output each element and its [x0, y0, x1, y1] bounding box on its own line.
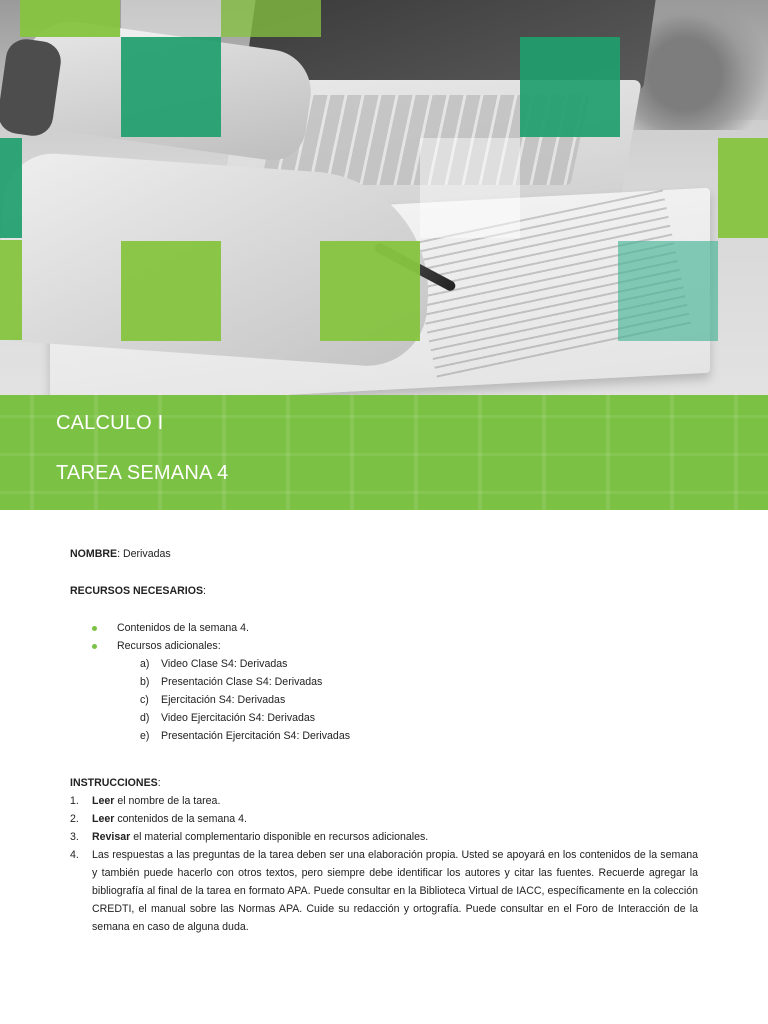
list-item [70, 691, 698, 709]
title-band [0, 395, 768, 510]
deco-square [20, 0, 120, 37]
sub-text: Video Clase S4: Derivadas [161, 658, 288, 670]
step-number: 4. [70, 849, 79, 861]
step-keyword: Leer [92, 795, 115, 807]
sub-text: Ejercitación S4: Derivadas [161, 694, 286, 706]
sub-letter: e) [140, 730, 150, 742]
instrucciones-heading [70, 774, 698, 792]
list-item [70, 637, 698, 655]
course-title: CALCULO I [56, 412, 164, 434]
deco-square [121, 37, 221, 137]
instrucciones-label: INSTRUCCIONES [70, 777, 158, 789]
step-text: contenidos de la semana 4. [114, 813, 247, 825]
list-item [70, 709, 698, 727]
hero-photo [0, 0, 768, 395]
step-keyword: Leer [92, 813, 115, 825]
sub-letter: a) [140, 658, 150, 670]
assignment-title: TAREA SEMANA 4 [56, 462, 229, 484]
green-dot-icon [92, 626, 97, 631]
nombre-label: NOMBRE [70, 548, 118, 560]
step-text: el nombre de la tarea. [114, 795, 221, 807]
sub-text: Video Ejercitación S4: Derivadas [161, 712, 316, 724]
deco-square [618, 241, 718, 341]
deco-square [121, 241, 221, 341]
list-item [70, 792, 698, 810]
green-dot-icon [92, 644, 97, 649]
list-item [70, 828, 698, 846]
deco-square [0, 240, 22, 340]
list-item [70, 673, 698, 691]
deco-square [420, 138, 520, 238]
recursos-colon: : [203, 585, 206, 597]
sub-letter: c) [140, 694, 149, 706]
recursos-label: RECURSOS NECESARIOS [70, 585, 204, 597]
step-text: Las respuestas a las preguntas de la tarea deben ser una elaboración propia. Usted se apoyará en los contenidos de la semana y también puede hacerlo con otros textos, pero siempre debe identificar los autores y citar las fuentes. Recuerde agregar la bibliografía al final de la tarea en formato APA. Puede consultar en la Biblioteca Virtual de IACC, específicamente en la colección CREDTI, el manual sobre las Normas APA. Cuide su redacción y ortografía. Puede consultar en el Foro de Interacción de la semana en caso de alguna duda. [92, 849, 698, 933]
deco-square [121, 0, 221, 37]
list-item [70, 727, 698, 745]
deco-square [0, 138, 22, 238]
deco-square [718, 138, 768, 238]
step-number: 3. [70, 831, 79, 843]
sub-text: Presentación Clase S4: Derivadas [161, 676, 323, 688]
sub-letter: d) [140, 712, 150, 724]
step-keyword: Revisar [92, 831, 131, 843]
deco-square [320, 241, 420, 341]
step-text: el material complementario disponible en recursos adicionales. [130, 831, 429, 843]
bullet-text: Recursos adicionales: [117, 640, 221, 652]
sub-letter: b) [140, 676, 150, 688]
list-item [70, 846, 698, 936]
deco-square [221, 0, 321, 37]
instrucciones-colon: : [157, 777, 161, 789]
list-item [70, 810, 698, 828]
step-number: 2. [70, 813, 79, 825]
sub-text: Presentación Ejercitación S4: Derivadas [161, 730, 351, 742]
recursos-heading [70, 582, 698, 600]
nombre-value: : Derivadas [117, 548, 171, 560]
list-item [70, 619, 698, 637]
step-number: 1. [70, 795, 79, 807]
deco-square [520, 37, 620, 137]
nombre-line [70, 545, 698, 563]
bullet-text: Contenidos de la semana 4. [117, 622, 249, 634]
list-item [70, 655, 698, 673]
document-body [70, 545, 698, 936]
